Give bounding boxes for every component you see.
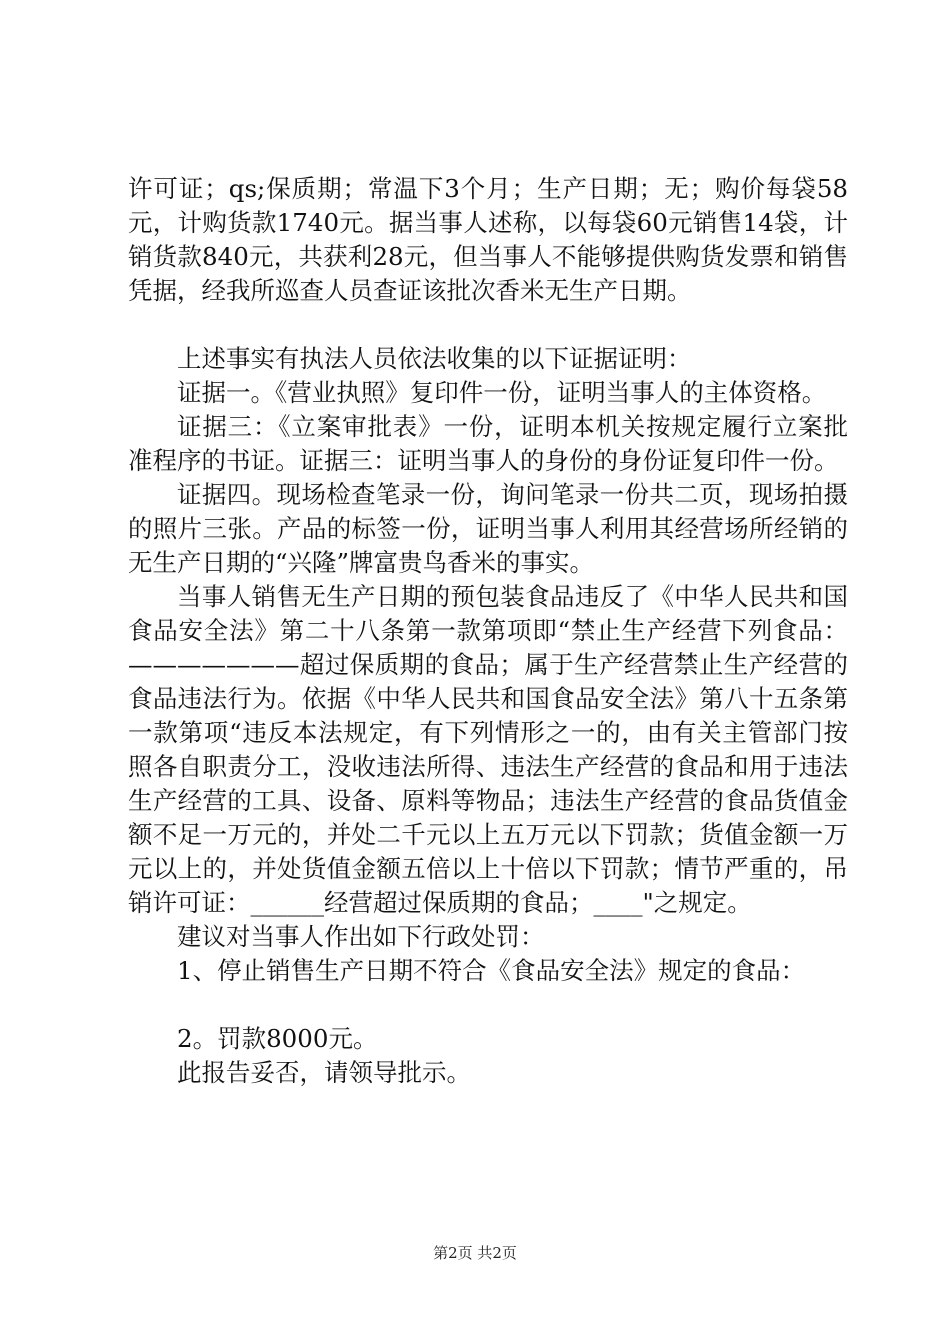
paragraph-penalty-2: 2。罚款8000元。 (177, 1024, 378, 1053)
paragraph-closing: 此报告妥否，请领导批示。 (177, 1058, 471, 1087)
paragraph-evidence-4: 证据四。现场检查笔录一份，询问笔录一份共二页，现场拍摄的照片三张。产品的标签一份，证明当事人利用其经营场所经销的无生产日期的“兴隆”牌富贵鸟香米的事实。 (128, 480, 848, 577)
document-body (128, 172, 848, 1090)
paragraph-evidence-3: 证据三：《立案审批表》一份，证明本机关按规定履行立案批准程序的书证。证据三：证明当事人的身份的身份证复印件一份。 (128, 412, 848, 475)
paragraph-evidence-intro: 上述事实有执法人员依法收集的以下证据证明： (177, 344, 692, 373)
paragraph-evidence-1: 证据一。《营业执照》复印件一份，证明当事人的主体资格。 (177, 378, 827, 407)
paragraph-penalty-1: 1、停止销售生产日期不符合《食品安全法》规定的食品： (177, 956, 806, 985)
page-number-footer: 第2页 共2页 (433, 1244, 517, 1262)
paragraph-recommendation: 建议对当事人作出如下行政处罚： (177, 922, 545, 951)
paragraph-facts: 许可证；qs;保质期；常温下3个月；生产日期；无；购价每袋58元，计购货款1740元。据当事人述称，以每袋60元销售14袋，计销货款840元，共获利28元，但当事人不能够提供购货发票和销售凭据，经我所巡查人员查证该批次香米无生产日期。 (128, 174, 848, 305)
paragraph-legal-basis: 当事人销售无生产日期的预包装食品违反了《中华人民共和国食品安全法》第二十八条第一款第项即“禁止生产经营下列食品：———————超过保质期的食品；属于生产经营禁止生产经营的食品违法行为。依据《中华人民共和国食品安全法》第八十五条第一款第项“违反本法规定，有下列情形之一的，由有关主管部门按照各自职责分工，没收违法所得、违法生产经营的食品和用于违法生产经营的工具、设备、原料等物品；违法生产经营的食品货值金额不足一万元的，并处二千元以上五万元以下罚款；货值金额一万元以上的，并处货值金额五倍以上十倍以下罚款；情节严重的，吊销许可证：______经营超过保质期的食品；____"之规定。 (128, 582, 848, 917)
